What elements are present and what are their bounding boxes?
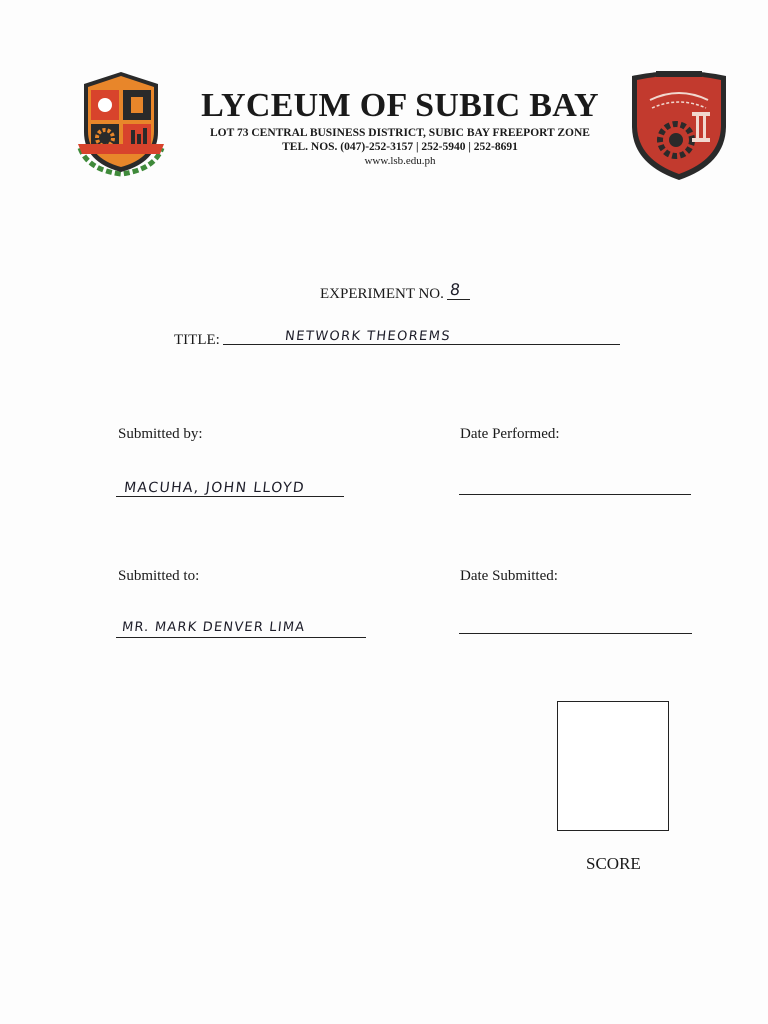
submitted-to-value[interactable]: MR. MARK DENVER LIMA bbox=[121, 620, 307, 635]
title-label: TITLE: bbox=[174, 332, 220, 348]
submitted-to-line bbox=[116, 637, 366, 638]
date-submitted-label: Date Submitted: bbox=[460, 568, 558, 584]
experiment-label: EXPERIMENT NO. bbox=[320, 286, 444, 302]
title-value[interactable]: NETWORK THEOREMS bbox=[284, 329, 452, 344]
submitted-by-label: Submitted by: bbox=[118, 426, 203, 442]
date-submitted-field[interactable] bbox=[459, 633, 692, 634]
experiment-number-value[interactable]: 8 bbox=[449, 280, 463, 299]
date-performed-field[interactable] bbox=[459, 494, 691, 495]
title-line bbox=[223, 344, 620, 345]
experiment-number-line bbox=[447, 299, 470, 300]
submitted-by-value[interactable]: MACUHA, JOHN LLOYD bbox=[123, 480, 306, 496]
school-website: www.lsb.edu.ph bbox=[364, 155, 436, 167]
school-name: LYCEUM OF SUBIC BAY bbox=[201, 87, 599, 124]
school-phones: TEL. NOS. (047)-252-3157 | 252-5940 | 252-8691 bbox=[282, 141, 518, 153]
submitted-by-line bbox=[116, 496, 344, 497]
submitted-to-label: Submitted to: bbox=[118, 568, 200, 584]
score-label: SCORE bbox=[586, 854, 641, 873]
engineering-architecture-seal-icon bbox=[626, 68, 732, 182]
school-address: LOT 73 CENTRAL BUSINESS DISTRICT, SUBIC BAY FREEPORT ZONE bbox=[210, 127, 590, 139]
date-performed-label: Date Performed: bbox=[460, 426, 560, 442]
score-box[interactable] bbox=[557, 701, 669, 831]
lyceum-crest-icon bbox=[74, 70, 168, 182]
